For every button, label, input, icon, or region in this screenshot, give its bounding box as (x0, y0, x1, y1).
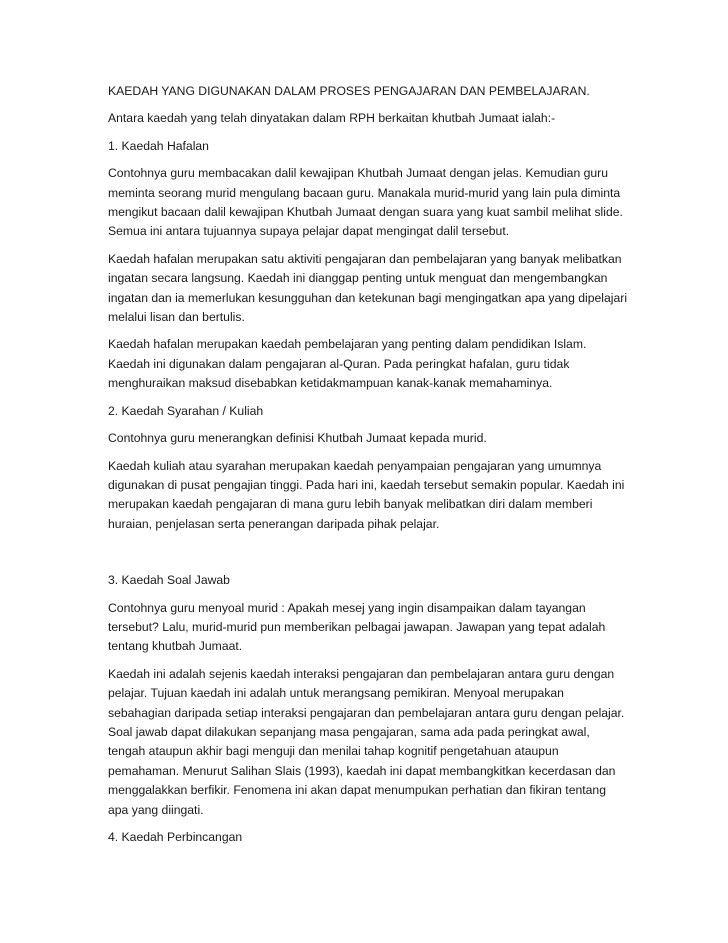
paragraph: Contohnya guru membacakan dalil kewajipan Khutbah Jumaat dengan jelas. Kemudian guru meminta seorang murid mengulang bacaan guru. Manakala murid-murid yang lain pula diminta mengikut bacaan dalil kewajipan Khutbah Jumaat dengan suara yang kuat sambil melihat slide. Semua ini antara tujuannya supaya pelajar dapat mengingat dalil tersebut. (108, 166, 623, 239)
section-heading-syarahan: 2. Kaedah Syarahan / Kuliah (108, 403, 264, 418)
section-heading-soal-jawab: 3. Kaedah Soal Jawab (108, 573, 230, 588)
paragraph: Kaedah kuliah atau syarahan merupakan kaedah penyampaian pengajaran yang umumnya digunakan di pusat pengajian tinggi. Pada hari ini, kaedah tersebut semakin popular. Kaedah ini merupakan kaedah pengajaran di mana guru lebih banyak melibatkan diri dalam memberi huraian, penjelasan serta penerangan daripada pihak pelajar. (108, 458, 625, 531)
document-page (108, 82, 628, 855)
document-title: KAEDAH YANG DIGUNAKAN DALAM PROSES PENGAJARAN DAN PEMBELAJARAN. (108, 84, 590, 98)
paragraph: Kaedah hafalan merupakan satu aktiviti pengajaran dan pembelajaran yang banyak melibatkan ingatan secara langsung. Kaedah ini dianggap penting untuk menguat dan mengembangkan ingatan dan ia memerlukan kesungguhan dan ketekunan bagi mengingatkan apa yang dipelajari melalui lisan dan bertulis. (108, 251, 628, 325)
paragraph: Contohnya guru menyoal murid : Apakah mesej yang ingin disampaikan dalam tayangan tersebut? Lalu, murid-murid pun memberikan pelbagai jawapan. Jawapan yang tepat adalah tentang khutbah Jumaat. (108, 600, 606, 654)
section-heading-hafalan: 1. Kaedah Hafalan (108, 138, 209, 153)
paragraph: Contohnya guru menerangkan definisi Khutbah Jumaat kepada murid. (108, 431, 487, 446)
paragraph: Kaedah ini adalah sejenis kaedah interaksi pengajaran dan pembelajaran antara guru dengan pelajar. Tujuan kaedah ini adalah untuk merangsang pemikiran. Menyoal merupakan sebahagian daripada setiap interaksi pengajaran dan pembelajaran antara guru dengan pelajar. Soal jawab dapat dilakukan sepanjang masa pengajaran, sama ada pada peringkat awal, tengah ataupun akhir bagi menguji dan menilai tahap kognitif pengetahuan ataupun pemahaman. Menurut Salihan Slais (1993), kaedah ini dapat membangkitkan kecerdasan dan menggalakkan berfikir. Fenomena ini akan dapat menumpukan perhatian dan fikiran tentang apa yang diingati. (108, 666, 625, 817)
document-intro: Antara kaedah yang telah dinyatakan dalam RPH berkaitan khutbah Jumaat ialah:- (108, 111, 556, 126)
section-heading-perbincangan: 4. Kaedah Perbincangan (108, 830, 243, 844)
paragraph: Kaedah hafalan merupakan kaedah pembelajaran yang penting dalam pendidikan Islam. Kaedah ini digunakan dalam pengajaran al-Quran. Pada peringkat hafalan, guru tidak menghuraikan maksud disebabkan ketidakmampuan kanak-kanak memahaminya. (108, 337, 587, 391)
